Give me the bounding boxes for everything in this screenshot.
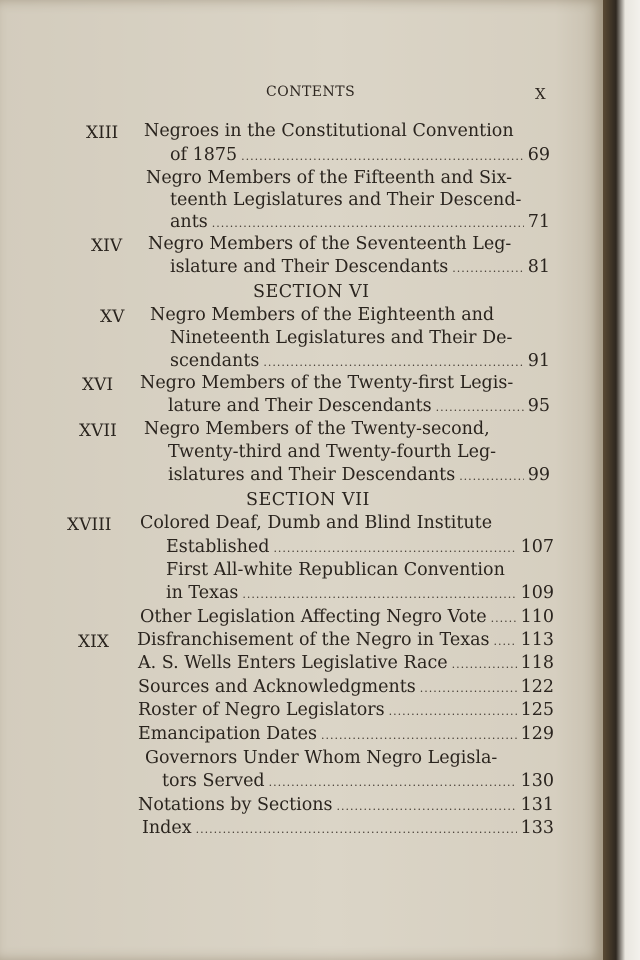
entry-text: Established — [166, 537, 270, 557]
page-ref: 113 — [520, 630, 554, 650]
entry-text: Notations by Sections — [138, 795, 333, 815]
entry-text: Negro Members of the Twenty-second, — [144, 419, 490, 439]
entry-text: tors Served — [162, 771, 265, 791]
toc-entry-line — [170, 211, 550, 234]
toc-entry-line — [150, 304, 520, 327]
entry-text: Governors Under Whom Negro Legisla- — [145, 748, 498, 768]
entry-text: islature and Their Descendants — [170, 257, 449, 277]
entry-text: Roster of Negro Legislators — [138, 700, 385, 720]
entry-text: Emancipation Dates — [138, 724, 317, 744]
page-ref: 107 — [520, 537, 554, 557]
toc-entry-line — [168, 395, 550, 418]
page-ref: 71 — [527, 212, 550, 232]
dot-leader — [321, 725, 517, 747]
page-ref: 133 — [520, 818, 554, 838]
dot-leader — [452, 654, 517, 676]
dot-leader — [212, 213, 524, 235]
page-edge — [603, 0, 640, 960]
dot-leader — [196, 819, 517, 841]
dot-leader — [436, 397, 524, 419]
entry-text: ants — [170, 212, 208, 232]
entry-text: Negroes in the Constitutional Convention — [144, 121, 514, 141]
entry-text: Colored Deaf, Dumb and Blind Institute — [140, 513, 493, 533]
page-ref: 99 — [527, 465, 550, 485]
dot-leader — [263, 352, 523, 374]
page-ref: 122 — [520, 677, 554, 697]
toc-entry-line — [146, 167, 516, 190]
entry-text: Other Legislation Affecting Negro Vote — [140, 607, 487, 627]
toc-entry-line — [138, 794, 554, 817]
entry-text: First All-white Republican Convention — [166, 560, 505, 580]
page-ref: 110 — [520, 607, 554, 627]
dot-leader — [242, 584, 516, 606]
entry-text: Disfranchisement of the Negro in Texas — [137, 630, 490, 650]
chapter-number: XIX — [78, 632, 109, 652]
entry-text: lature and Their Descendants — [168, 396, 432, 416]
page-ref: 130 — [520, 771, 554, 791]
toc-entry-line — [138, 652, 554, 675]
entry-text: Negro Members of the Twenty-first Legis- — [140, 373, 514, 393]
toc-entry-line — [166, 582, 554, 605]
toc-entry-line — [166, 536, 554, 559]
page-ref: 125 — [520, 700, 554, 720]
page-number: X — [535, 85, 546, 103]
page-ref: 129 — [520, 724, 554, 744]
chapter-number: XV — [100, 307, 125, 327]
page-header — [0, 84, 603, 106]
entry-text: Nineteenth Legislatures and Their De- — [170, 328, 513, 348]
contents-title: CONTENTS — [266, 84, 356, 100]
toc-entry-line — [168, 464, 550, 487]
entry-text: Index — [142, 818, 192, 838]
dot-leader — [452, 258, 524, 280]
chapter-number: XVII — [79, 421, 117, 441]
page-ref: 131 — [520, 795, 554, 815]
dot-leader — [494, 631, 517, 653]
toc-entry-line — [144, 418, 519, 441]
toc-entry-line — [140, 606, 554, 629]
chapter-number: XVIII — [67, 515, 112, 535]
page-ref: 118 — [520, 653, 554, 673]
toc-entry-line — [170, 144, 550, 167]
toc-entry-line — [138, 699, 554, 722]
dot-leader — [389, 701, 517, 723]
chapter-number: XIV — [91, 236, 123, 256]
entry-text: Negro Members of the Fifteenth and Six- — [146, 168, 513, 188]
entry-text: of 1875 — [170, 145, 238, 165]
toc-entry-line — [170, 189, 520, 212]
entry-text: islatures and Their Descendants — [168, 465, 456, 485]
section-heading: SECTION VI — [253, 282, 370, 302]
dot-leader — [241, 146, 524, 168]
dot-leader — [269, 772, 517, 794]
entry-text: teenth Legislatures and Their Descend- — [170, 190, 522, 210]
entry-text: Twenty-third and Twenty-fourth Leg- — [168, 442, 497, 462]
toc-entry-line — [170, 350, 550, 373]
toc-entry-line — [170, 256, 550, 279]
entry-text: A. S. Wells Enters Legislative Race — [138, 653, 448, 673]
toc-entry-line — [170, 327, 520, 350]
toc-entry-line — [137, 629, 554, 652]
page-ref: 109 — [520, 583, 554, 603]
dot-leader — [491, 608, 517, 630]
section-heading: SECTION VII — [246, 490, 370, 510]
toc-entry-line — [138, 676, 554, 699]
entry-text: scendants — [170, 351, 260, 371]
chapter-number: XVI — [82, 375, 114, 395]
toc-entry-line — [168, 441, 518, 464]
entry-text: Negro Members of the Seventeenth Leg- — [148, 234, 512, 254]
entry-text: Sources and Acknowledgments — [138, 677, 416, 697]
dot-leader — [273, 538, 516, 560]
toc-entry-line — [144, 120, 514, 143]
toc-entry-line — [145, 747, 520, 770]
page-ref: 95 — [527, 396, 550, 416]
toc-entry-line — [142, 817, 554, 840]
dot-leader — [459, 466, 524, 488]
toc-entry-line — [166, 559, 526, 582]
toc-entry-line — [138, 723, 554, 746]
chapter-number: XIII — [86, 123, 119, 143]
toc-entry-line — [162, 770, 554, 793]
toc-entry-line — [140, 372, 515, 395]
entry-text: in Texas — [166, 583, 239, 603]
toc-entry-line — [148, 233, 518, 256]
page-ref: 81 — [527, 257, 550, 277]
entry-text: Negro Members of the Eighteenth and — [150, 305, 495, 325]
dot-leader — [337, 796, 517, 818]
page-ref: 91 — [527, 351, 550, 371]
dot-leader — [420, 678, 517, 700]
page-ref: 69 — [527, 145, 550, 165]
toc-entry-line — [140, 512, 520, 535]
